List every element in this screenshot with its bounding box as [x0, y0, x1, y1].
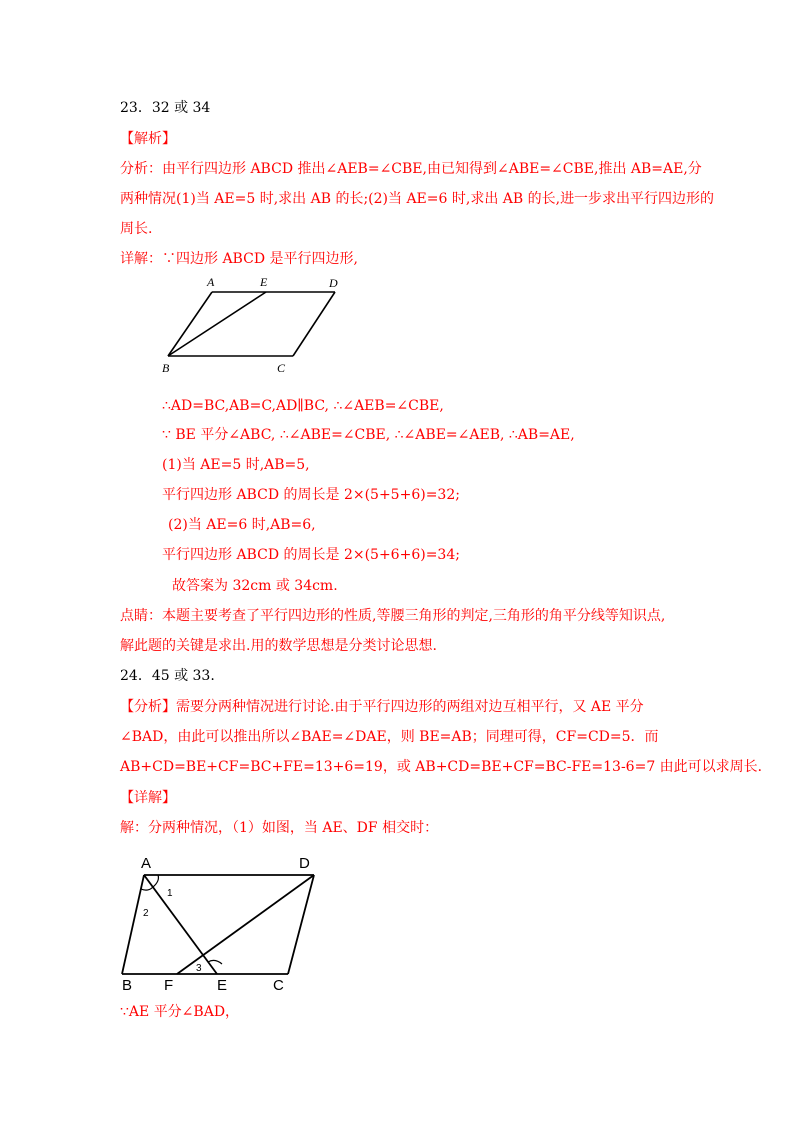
q24-parallelogram-figure [116, 850, 326, 992]
q24-answer: 24．45 或 33. [120, 668, 215, 684]
label-e: E [217, 977, 228, 992]
edge-ba [168, 292, 212, 356]
angle-label-2: 2 [143, 908, 149, 919]
edge-dc [293, 292, 335, 356]
segment-be [168, 292, 266, 356]
q23-detail-intro: 详解：∵四边形 ABCD 是平行四边形, [120, 251, 358, 267]
q23-comment-line-2: 解此题的关键是求出.用的数学思想是分类讨论思想. [120, 638, 437, 654]
q24-analysis-line-3: AB+CD=BE+CF=BC+FE=13+6=19，或 AB+CD=BE+CF=BC-FE=13-6=7 由此可以求周长． [120, 759, 772, 775]
label-d: D [329, 276, 338, 290]
edge-dc [288, 875, 314, 974]
q24-detail-heading: 【详解】 [120, 790, 176, 806]
q23-step-7: 故答案为 32cm 或 34cm. [172, 578, 338, 594]
label-a: A [207, 275, 215, 289]
q23-step-1: ∴AD=BC,AB=C,AD∥BC, ∴∠AEB=∠CBE, [162, 398, 444, 414]
label-e: E [260, 275, 268, 289]
label-b: B [162, 361, 170, 375]
label-a: A [141, 855, 152, 872]
q23-jiexi-heading: 【解析】 [120, 131, 176, 147]
label-f: F [164, 977, 174, 992]
q23-analysis-line-2: 两种情况(1)当 AE=5 时,求出 AB 的长;(2)当 AE=6 时,求出 AB 的长,进一步求出平行四边形的 [120, 191, 715, 207]
q23-step-3: (1)当 AE=5 时,AB=5, [162, 457, 310, 473]
q23-step-6: 平行四边形 ABCD 的周长是 2×(5+6+6)=34; [162, 547, 460, 563]
q24-analysis-line-2: ∠BAD，由此可以推出所以∠BAE=∠DAE，则 BE=AB；同理可得，CF=CD=5．而 [120, 729, 659, 745]
q23-comment-line-1: 点睛：本题主要考查了平行四边形的性质,等腰三角形的判定,三角形的角平分线等知识点, [120, 608, 666, 624]
label-b: B [122, 977, 133, 992]
q23-step-5: (2)当 AE=6 时,AB=6, [168, 517, 316, 533]
q23-step-4: 平行四边形 ABCD 的周长是 2×(5+5+6)=32; [162, 487, 460, 503]
edge-ba [122, 875, 144, 974]
label-d: D [299, 855, 310, 872]
q24-solution-intro: 解：分两种情况，（1）如图，当 AE、DF 相交时： [120, 820, 439, 836]
segment-ae [144, 875, 217, 974]
q23-analysis-line-1: 分析：由平行四边形 ABCD 推出∠AEB=∠CBE,由已知得到∠ABE=∠CBE,推出 AB=AE,分 [120, 161, 702, 177]
q23-analysis-line-3: 周长. [120, 221, 153, 237]
label-c: C [277, 361, 286, 375]
angle-label-3: 3 [196, 963, 202, 974]
angle-arc-1 [153, 875, 158, 887]
q23-answer: 23．32 或 34 [120, 100, 211, 116]
angle-arc-2 [141, 887, 153, 890]
angle-label-1: 1 [167, 888, 173, 899]
label-c: C [273, 977, 284, 992]
q24-last-line: ∵AE 平分∠BAD， [120, 1004, 240, 1020]
segment-df [177, 875, 314, 974]
q23-step-2: ∵ BE 平分∠ABC, ∴∠ABE=∠CBE, ∴∠ABE=∠AEB, ∴AB=AE, [162, 427, 575, 443]
q24-analysis-line-1: 【分析】需要分两种情况进行讨论.由于平行四边形的两组对边互相平行，又 AE 平分 [120, 699, 644, 715]
q23-parallelogram-figure [160, 272, 360, 378]
